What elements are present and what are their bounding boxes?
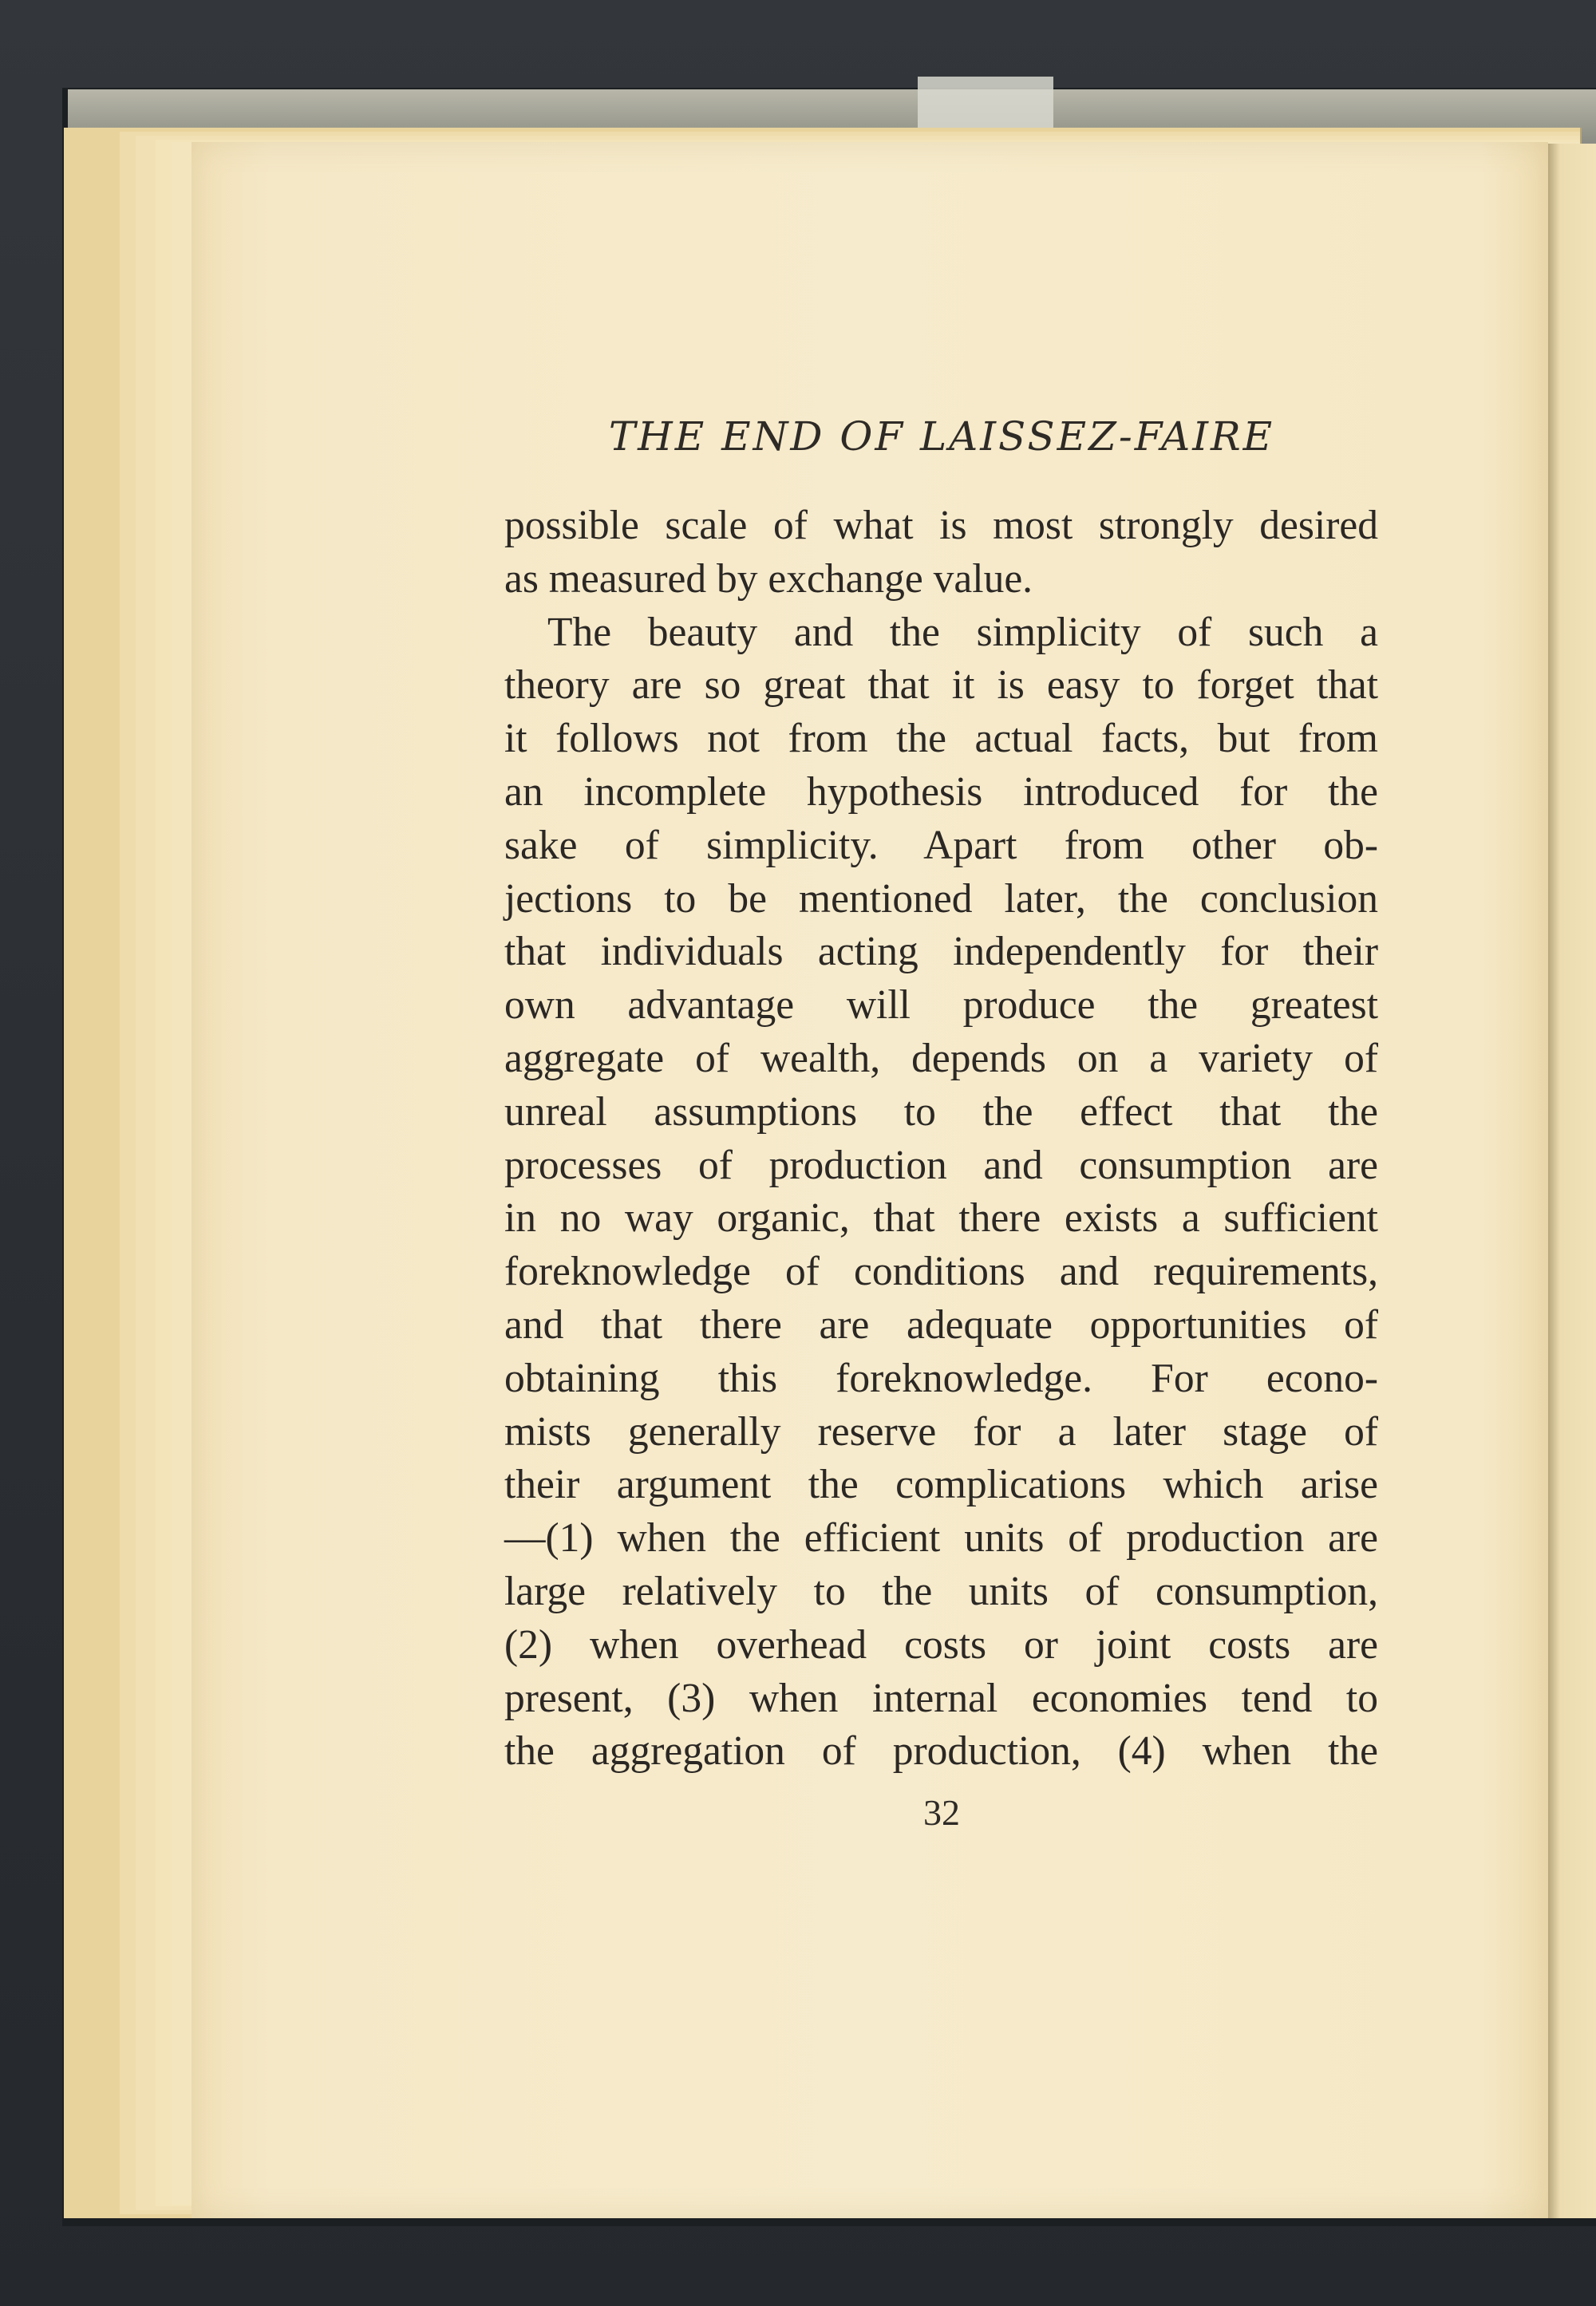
text-line: The beauty and the simplicity of such a [547,609,1378,655]
text-line: theory are so great that it is easy to forget that [504,662,1378,709]
facing-page-edge [1548,144,1596,2218]
body-text [504,500,1378,1779]
text-line: (2) when overhead costs or joint costs are [504,1621,1378,1668]
text-line: obtaining this foreknowledge. For econo- [504,1355,1378,1401]
text-line: their argument the complications which arise [504,1462,1378,1508]
running-head: THE END OF LAISSEZ-FAIRE [608,413,1275,460]
text-line: aggregate of wealth, depends on a variety of [504,1035,1378,1081]
text-line: the aggregation of production, (4) when the [504,1728,1378,1775]
text-line: foreknowledge of conditions and requirements, [504,1249,1378,1295]
text-line: possible scale of what is most strongly desired [504,503,1378,548]
text-line: own advantage will produce the greatest [504,982,1378,1029]
text-line: large relatively to the units of consumption, [504,1568,1378,1614]
text-line: as measured by exchange value. [504,555,1033,602]
text-line: it follows not from the actual facts, but from [504,716,1378,762]
text-line: an incomplete hypothesis introduced for the [504,768,1378,815]
text-line: and that there are adequate opportunities of [504,1301,1378,1348]
text-line: sake of simplicity. Apart from other ob- [504,822,1378,868]
text-line: mists generally reserve for a later stage of [504,1408,1378,1455]
text-line: processes of production and consumption are [504,1142,1378,1188]
text-line: that individuals acting independently for their [504,929,1378,975]
text-line: unreal assumptions to the effect that the [504,1088,1378,1135]
text-line: jections to be mentioned later, the conclusion [504,875,1378,922]
page-number: 32 [923,1792,960,1833]
text-line: in no way organic, that there exists a sufficient [504,1195,1378,1242]
text-line: present, (3) when internal economies tend to [504,1675,1378,1721]
text-line: —(1) when the efficient units of production are [504,1515,1378,1562]
